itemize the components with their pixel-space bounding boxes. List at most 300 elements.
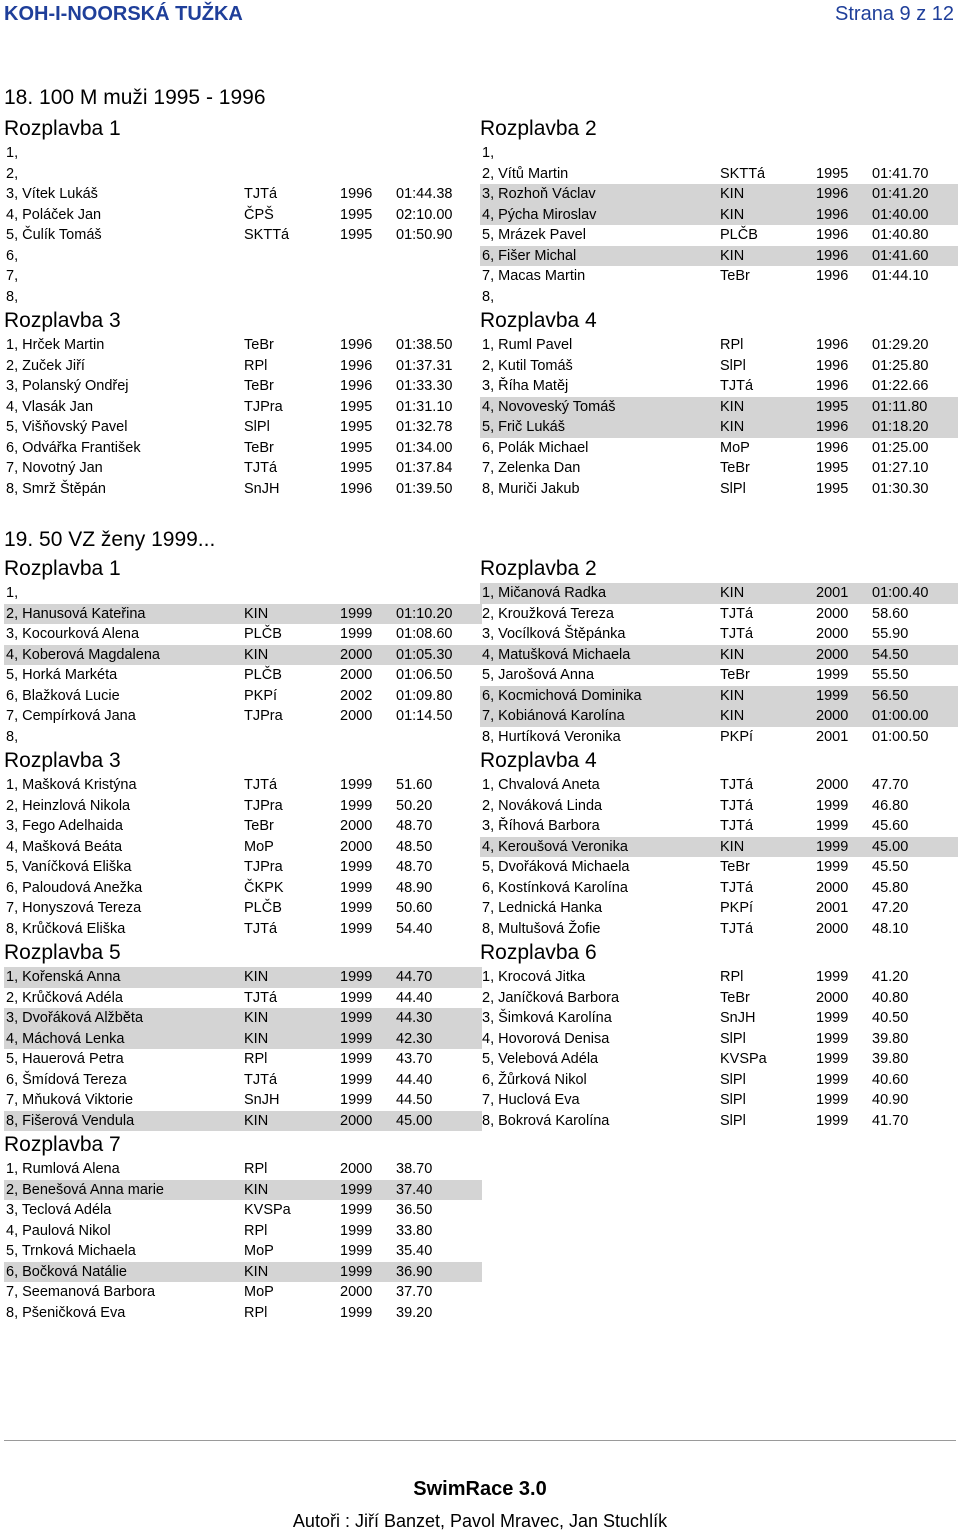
swimmer-name: 4, Poláček Jan [6, 206, 102, 223]
result-row [480, 438, 958, 459]
time: 01:09.80 [396, 687, 453, 704]
heat-results [4, 775, 482, 939]
club: MoP [720, 439, 750, 456]
swimmer-name: 2, Vítů Martin [482, 165, 569, 182]
result-row [4, 1090, 482, 1111]
result-row [4, 417, 482, 438]
time: 01:44.38 [396, 186, 453, 202]
time: 54.50 [872, 646, 909, 663]
birth-year: 1995 [340, 419, 373, 435]
time: 44.30 [396, 1010, 433, 1026]
swimmer-name: 7, Mňuková Viktorie [6, 1092, 134, 1108]
result-row [4, 775, 482, 796]
club: KIN [720, 186, 745, 202]
result-row [480, 857, 958, 878]
club: TJTá [720, 605, 754, 622]
footer-app-name: SwimRace 3.0 [413, 1478, 547, 1500]
birth-year: 2000 [340, 1112, 373, 1129]
club: PLČB [244, 667, 282, 683]
club: TJTá [720, 818, 754, 834]
heat-title: Rozplavba 2 [480, 117, 597, 140]
swimmer-name: 7, Honyszová Tereza [6, 900, 142, 916]
club: SlPl [720, 1092, 746, 1108]
swimmer-name: 6, Paloudová Anežka [6, 879, 143, 896]
heat-title: Rozplavba 2 [480, 557, 597, 580]
swimmer-name: 2, Janíčková Barbora [482, 989, 620, 1006]
club: TeBr [244, 337, 274, 353]
result-row [4, 816, 482, 837]
result-row [480, 686, 958, 707]
result-row [4, 604, 482, 625]
birth-year: 1999 [340, 1243, 373, 1259]
swimmer-name: 2, Hanusová Kateřina [6, 605, 146, 622]
club: TJTá [244, 1071, 278, 1088]
club: KIN [244, 646, 269, 663]
swimmer-name: 5, Horká Markéta [6, 667, 118, 683]
result-row [480, 919, 958, 940]
swimmer-name: 6, Odvářka František [6, 439, 141, 456]
time: 55.50 [872, 667, 909, 683]
club: RPl [244, 1304, 268, 1321]
heat-results [4, 583, 482, 747]
page-header [0, 0, 960, 30]
swimmer-name: 3, Vítek Lukáš [6, 186, 98, 202]
club: TJTá [720, 378, 754, 394]
heat-title: Rozplavba 1 [4, 117, 121, 140]
birth-year: 1999 [816, 667, 849, 683]
swimmer-name: 5, Mrázek Pavel [482, 227, 586, 243]
birth-year: 2000 [340, 818, 373, 834]
time: 55.90 [872, 626, 909, 642]
time: 40.60 [872, 1071, 909, 1088]
result-row [480, 184, 958, 205]
birth-year: 1999 [340, 1010, 373, 1026]
club: TeBr [244, 818, 274, 834]
time: 40.50 [872, 1010, 909, 1026]
result-row [4, 376, 482, 397]
time: 33.80 [396, 1222, 433, 1239]
swimmer-name: 7, Novotný Jan [6, 460, 103, 476]
result-row [4, 919, 482, 940]
swimmer-name: 8, Pšeničková Eva [6, 1304, 126, 1321]
club: TeBr [720, 460, 750, 476]
birth-year: 2000 [816, 879, 849, 896]
result-row [480, 287, 958, 308]
time: 44.40 [396, 989, 433, 1006]
club: RPl [720, 969, 744, 985]
birth-year: 1996 [816, 357, 849, 374]
swimmer-name: 3, Fego Adelhaida [6, 818, 123, 834]
swimmer-name: 4, Keroušová Veronika [482, 838, 628, 855]
heat-results [4, 967, 482, 1131]
swimmer-name: 4, Vlasák Jan [6, 398, 94, 415]
swimmer-name: 5, Dvořáková Michaela [482, 859, 630, 875]
time: 01:39.50 [396, 480, 453, 497]
swimmer-name: 1, [482, 145, 495, 161]
club: RPl [244, 1222, 268, 1239]
footer-authors: Autoři : Jiří Banzet, Pavol Mravec, Jan Stuchlík [292, 1511, 668, 1531]
swimmer-name: 2, Kutil Tomáš [482, 357, 573, 374]
swimmer-name: 1, Krocová Jitka [482, 969, 586, 985]
club: TJTá [720, 920, 754, 937]
result-row [4, 1221, 482, 1242]
result-row [4, 438, 482, 459]
time: 51.60 [396, 777, 433, 793]
time: 01:18.20 [872, 419, 929, 435]
time: 45.80 [872, 879, 909, 896]
birth-year: 2000 [816, 626, 849, 642]
club: TJPra [244, 708, 283, 724]
birth-year: 1999 [816, 1030, 849, 1047]
time: 37.40 [396, 1181, 433, 1198]
club: SKTTá [244, 227, 290, 243]
time: 01:11.80 [872, 398, 928, 415]
swimmer-name: 7, [6, 268, 19, 284]
club: PKPí [244, 687, 278, 704]
result-row [480, 143, 958, 164]
result-row [4, 583, 482, 604]
swimmer-name: 1, [6, 585, 19, 601]
swimmer-name: 6, [6, 247, 19, 264]
birth-year: 1996 [340, 378, 373, 394]
result-row [4, 988, 482, 1009]
swimmer-name: 2, Nováková Linda [482, 797, 603, 814]
birth-year: 2000 [340, 646, 373, 663]
birth-year: 1999 [340, 989, 373, 1006]
result-row [4, 479, 482, 500]
birth-year: 2000 [816, 708, 849, 724]
birth-year: 2000 [340, 667, 373, 683]
time: 37.70 [396, 1284, 433, 1300]
heat-results [480, 583, 958, 747]
result-row [4, 1262, 482, 1283]
heat-results [480, 143, 958, 307]
swimmer-name: 7, Lednická Hanka [482, 900, 603, 916]
birth-year: 1999 [816, 969, 849, 985]
time: 01:31.10 [396, 398, 453, 415]
club: RPl [244, 357, 268, 374]
time: 40.80 [872, 989, 909, 1006]
club: SnJH [720, 1010, 756, 1026]
swimmer-name: 4, Matušková Michaela [482, 646, 631, 663]
birth-year: 1999 [340, 1030, 373, 1047]
club: KVSPa [244, 1202, 291, 1218]
result-row [480, 246, 958, 267]
time: 01:33.30 [396, 378, 453, 394]
swimmer-name: 1, Mičanová Radka [482, 585, 607, 601]
club: TJTá [244, 777, 278, 793]
time: 01:41.20 [872, 186, 929, 202]
result-row [4, 335, 482, 356]
club: KIN [720, 585, 745, 601]
time: 01:10.20 [396, 605, 453, 622]
result-row [4, 686, 482, 707]
swimmer-name: 5, Čulík Tomáš [6, 227, 102, 243]
heat-title: Rozplavba 3 [4, 309, 121, 332]
time: 01:40.80 [872, 227, 929, 243]
time: 01:38.50 [396, 337, 453, 353]
result-row [4, 1241, 482, 1262]
club: TJTá [720, 626, 754, 642]
swimmer-name: 6, Šmídová Tereza [6, 1071, 127, 1088]
swimmer-name: 5, Frič Lukáš [482, 419, 565, 435]
club: KIN [720, 419, 745, 435]
club: KVSPa [720, 1051, 767, 1067]
swimmer-name: 7, Zelenka Dan [482, 460, 581, 476]
time: 44.50 [396, 1092, 433, 1108]
heat-results [480, 775, 958, 939]
result-row [480, 1029, 958, 1050]
swimmer-name: 3, Dvořáková Alžběta [6, 1010, 144, 1026]
birth-year: 1996 [816, 206, 849, 223]
swimmer-name: 8, Fišerová Vendula [6, 1112, 135, 1129]
club: KIN [244, 1112, 269, 1129]
result-row [480, 604, 958, 625]
time: 01:27.10 [872, 460, 929, 476]
swimmer-name: 1, Kořenská Anna [6, 969, 121, 985]
result-row [4, 143, 482, 164]
result-row [4, 1159, 482, 1180]
club: TJTá [244, 460, 278, 476]
swimmer-name: 5, Hauerová Petra [6, 1051, 124, 1067]
swimmer-name: 5, Jarošová Anna [482, 667, 595, 683]
result-row [480, 335, 958, 356]
time: 35.40 [396, 1243, 433, 1259]
result-row [4, 246, 482, 267]
time: 01:00.00 [872, 708, 929, 724]
birth-year: 1995 [340, 227, 373, 243]
result-row [4, 205, 482, 226]
swimmer-name: 2, Krůčková Adéla [6, 989, 123, 1006]
time: 47.20 [872, 900, 909, 916]
result-row [4, 458, 482, 479]
birth-year: 1999 [816, 1071, 849, 1088]
birth-year: 1996 [816, 419, 849, 435]
swimmer-name: 8, Smrž Štěpán [6, 480, 106, 497]
swimmer-name: 8, Multušová Žofie [482, 920, 601, 937]
time: 01:30.30 [872, 480, 929, 497]
time: 39.80 [872, 1051, 909, 1067]
time: 39.20 [396, 1304, 433, 1321]
result-row [4, 727, 482, 748]
swimmer-name: 1, Mašková Kristýna [6, 777, 137, 793]
birth-year: 2000 [816, 989, 849, 1006]
club: TJPra [244, 797, 283, 814]
club: SlPl [720, 480, 746, 497]
birth-year: 1999 [340, 1181, 373, 1198]
time: 01:50.90 [396, 227, 453, 243]
birth-year: 1995 [340, 398, 373, 415]
result-row [480, 878, 958, 899]
birth-year: 1999 [816, 1112, 849, 1129]
club: KIN [720, 206, 745, 223]
time: 50.20 [396, 797, 433, 814]
birth-year: 2000 [816, 920, 849, 937]
swimmer-name: 4, Hovorová Denisa [482, 1030, 610, 1047]
result-row [4, 1180, 482, 1201]
result-row [4, 1049, 482, 1070]
birth-year: 2001 [816, 728, 849, 745]
result-row [480, 205, 958, 226]
time: 46.80 [872, 797, 909, 814]
club: PLČB [244, 900, 282, 916]
club: ČPŠ [244, 206, 274, 223]
club: KIN [720, 838, 745, 855]
club: TeBr [720, 859, 750, 875]
result-row [480, 898, 958, 919]
birth-year: 1999 [340, 797, 373, 814]
club: PLČB [720, 227, 758, 243]
time: 48.70 [396, 818, 433, 834]
swimmer-name: 6, Bočková Natálie [6, 1263, 127, 1280]
club: KIN [244, 969, 269, 985]
swimmer-name: 5, Višňovský Pavel [6, 419, 128, 435]
result-row [480, 397, 958, 418]
birth-year: 1999 [816, 797, 849, 814]
result-row [480, 837, 958, 858]
heat-results [4, 143, 482, 307]
time: 54.40 [396, 920, 433, 937]
time: 48.10 [872, 920, 909, 937]
result-row [480, 225, 958, 246]
birth-year: 1999 [340, 859, 373, 875]
birth-year: 2000 [816, 777, 849, 793]
result-row [4, 1200, 482, 1221]
birth-year: 1999 [816, 687, 849, 704]
club: SlPl [244, 419, 270, 435]
birth-year: 1996 [816, 227, 849, 243]
time: 01:00.40 [872, 585, 929, 601]
result-row [4, 796, 482, 817]
swimmer-name: 2, Zuček Jiří [6, 357, 85, 374]
club: PLČB [244, 626, 282, 642]
club: SlPl [720, 357, 746, 374]
club: KIN [720, 646, 745, 663]
swimmer-name: 2, Kroužková Tereza [482, 605, 614, 622]
birth-year: 1999 [816, 859, 849, 875]
swimmer-name: 8, [6, 288, 19, 305]
birth-year: 2000 [816, 646, 849, 663]
club: SlPl [720, 1112, 746, 1129]
time: 01:34.00 [396, 439, 453, 456]
time: 01:06.50 [396, 667, 453, 683]
club: SKTTá [720, 165, 766, 182]
result-row [4, 184, 482, 205]
club: TJTá [244, 920, 278, 937]
result-row [4, 397, 482, 418]
swimmer-name: 5, Trnková Michaela [6, 1243, 136, 1259]
time: 48.90 [396, 879, 433, 896]
result-row [480, 583, 958, 604]
club: KIN [244, 605, 269, 622]
time: 01:29.20 [872, 337, 929, 353]
swimmer-name: 2, Heinzlová Nikola [6, 797, 131, 814]
birth-year: 1999 [816, 1010, 849, 1026]
birth-year: 2000 [340, 838, 373, 855]
club: TJPra [244, 398, 283, 415]
event-title: 18. 100 M muži 1995 - 1996 [4, 86, 266, 109]
result-row [480, 356, 958, 377]
birth-year: 1995 [340, 206, 373, 223]
result-row [480, 479, 958, 500]
result-row [4, 356, 482, 377]
time: 50.60 [396, 900, 433, 916]
club: KIN [720, 398, 745, 415]
heat-title: Rozplavba 1 [4, 557, 121, 580]
swimmer-name: 3, Kocourková Alena [6, 626, 140, 642]
time: 01:25.00 [872, 439, 929, 456]
swimmer-name: 6, Kostínková Karolína [482, 879, 628, 896]
time: 01:41.60 [872, 247, 929, 264]
club: RPl [244, 1161, 268, 1177]
swimmer-name: 4, Mašková Beáta [6, 838, 123, 855]
result-row [480, 266, 958, 287]
birth-year: 1996 [816, 247, 849, 264]
club: TJTá [244, 989, 278, 1006]
club: KIN [244, 1181, 269, 1198]
result-row [480, 665, 958, 686]
time: 41.70 [872, 1112, 909, 1129]
heat-results [4, 335, 482, 499]
time: 56.50 [872, 687, 909, 704]
time: 01:37.31 [396, 357, 453, 374]
birth-year: 1999 [340, 777, 373, 793]
result-row [4, 645, 482, 666]
result-row [4, 878, 482, 899]
birth-year: 1996 [816, 439, 849, 456]
result-row [4, 706, 482, 727]
birth-year: 1999 [340, 969, 373, 985]
page-number: Strana 9 z 12 [835, 3, 954, 25]
heat-results [480, 335, 958, 499]
club: KIN [244, 1010, 269, 1026]
swimmer-name: 6, Žůrková Nikol [482, 1071, 587, 1088]
time: 45.00 [396, 1112, 433, 1129]
swimmer-name: 7, Kobiánová Karolína [482, 708, 625, 724]
birth-year: 1999 [340, 1222, 373, 1239]
time: 45.00 [872, 838, 909, 855]
result-row [480, 816, 958, 837]
heat-title: Rozplavba 3 [4, 749, 121, 772]
birth-year: 1995 [816, 460, 849, 476]
birth-year: 1995 [816, 398, 849, 415]
time: 45.50 [872, 859, 909, 875]
birth-year: 1995 [340, 460, 373, 476]
result-row [480, 164, 958, 185]
birth-year: 1999 [340, 900, 373, 916]
birth-year: 1995 [816, 480, 849, 497]
result-row [4, 1029, 482, 1050]
result-row [4, 287, 482, 308]
birth-year: 1999 [816, 818, 849, 834]
club: KIN [720, 687, 745, 704]
swimmer-name: 8, Bokrová Karolína [482, 1112, 610, 1129]
time: 01:08.60 [396, 626, 453, 642]
heat-title: Rozplavba 6 [480, 941, 597, 964]
time: 48.50 [396, 838, 433, 855]
result-row [4, 665, 482, 686]
birth-year: 1999 [340, 1051, 373, 1067]
club: KIN [244, 1263, 269, 1280]
result-row [4, 857, 482, 878]
swimmer-name: 7, Seemanová Barbora [6, 1284, 156, 1300]
result-row [4, 1008, 482, 1029]
result-row [480, 645, 958, 666]
result-row [4, 266, 482, 287]
swimmer-name: 8, [482, 288, 495, 305]
birth-year: 2000 [340, 1284, 373, 1300]
swimmer-name: 2, [6, 165, 19, 182]
